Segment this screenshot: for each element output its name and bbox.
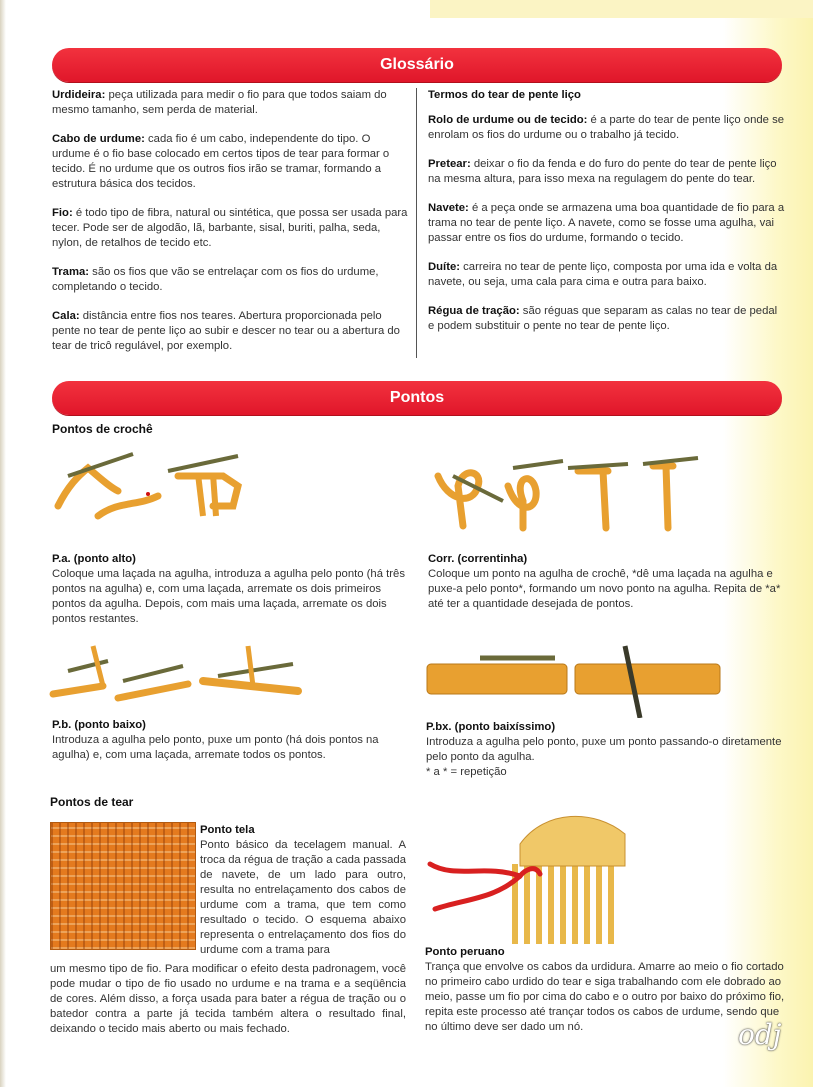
top-strip xyxy=(430,0,813,18)
glossary-left-column xyxy=(52,88,408,368)
glossary-entry: Navete: é a peça onde se armazena uma boa quantidade de fio para a trama no tear de pente liço. A navete, como se fosse uma agulha, vai passar entre os fios do urdume, formando o tecido. xyxy=(428,202,785,244)
ponto-alto-block xyxy=(52,552,408,627)
correntinha-block xyxy=(428,552,788,612)
glossary-title: Glossário xyxy=(380,56,454,73)
correntinha-illustration xyxy=(428,446,718,532)
ponto-baixo-title: P.b. (ponto baixo) xyxy=(52,719,146,731)
ponto-tela-text-part1: Ponto básico da tecelagem manual. A troca da régua de tração a cada passada de navete, de um lado para outro, resulta no entrelaçamento dos cabos de urdume com a trama, que tem como resultado o tecido. O esquema abaixo representa o entrelaçamento dos fios do urdume com a trama para xyxy=(200,839,406,956)
pontos-title: Pontos xyxy=(389,389,445,406)
glossary-entry: Rolo de urdume ou de tecido: é a parte do tear de pente liço onde se enrolam os fios do urdume ou o trabalho já tecido. xyxy=(428,114,785,141)
repetition-note: * a * = repetição xyxy=(426,766,507,778)
glossary-entry: Fio: é todo tipo de fibra, natural ou sintética, que possa ser usada para tecer. Pode ser de algodão, lã, barbante, sisal, buriti, palha, seda, nylon, de retalhos de tecido etc. xyxy=(52,207,408,249)
ponto-tela-continuation xyxy=(50,962,406,1037)
ponto-tela-weave-illustration xyxy=(50,822,196,950)
ponto-baixo-block xyxy=(52,718,408,763)
correntinha-text: Coloque um ponto na agulha de crochê, *dê uma laçada na agulha e puxe-a pelo ponto*, formando um novo ponto na agulha. Repita de *a* até ter a quantidade desejada de pontos. xyxy=(428,568,781,610)
glossary-entry: Pretear: deixar o fio da fenda e do furo do pente do tear de pente liço na mesma altura, para isso mexa na regulagem do pente do tear. xyxy=(428,158,777,185)
ponto-alto-title: P.a. (ponto alto) xyxy=(52,553,136,565)
glossary-entry: Urdideira: peça utilizada para medir o fio para que todos saiam do mesmo tamanho, sem perda de material. xyxy=(52,89,387,116)
watermark: odj xyxy=(738,1018,782,1051)
ponto-tela-text-part2: um mesmo tipo de fio. Para modificar o efeito desta padronagem, você pode mudar o tipo de fio usado no urdume e na trama e a seqüência de cores. Além disso, a força usada para bater a régua de tração ou o batedor contra a parte já tecida também altera o resultado final, deixando o tecido mais aberto ou mais fechado. xyxy=(50,963,406,1035)
glossary-entry: Trama: são os fios que vão se entrelaçar com os fios do urdume, completando o tecido. xyxy=(52,266,379,293)
glossary-right-column xyxy=(428,88,786,348)
glossary-entry: Régua de tração: são réguas que separam as calas no tear de pedal e podem substituir o pente no tear de pente liço. xyxy=(428,305,778,332)
ponto-baixo-text: Introduza a agulha pelo ponto, puxe um ponto (há dois pontos na agulha) e, com uma laçada, arremate todos os pontos. xyxy=(52,734,379,761)
ponto-baixissimo-illustration xyxy=(425,636,725,718)
ponto-peruano-text: Trança que envolve os cabos da urdidura. Amarre ao meio o fio cortado no primeiro cabo urdido do tear e siga trabalhando com ele dobrado ao meio, passe um fio por cima do cabo e o outro por baixo do próximo fio, repita este processo até trançar todos os cabos de urdume, sendo que no último deve ser dado um nó. xyxy=(425,961,785,1033)
glossary-entry: Cabo de urdume: cada fio é um cabo, independente do tipo. O urdume é o fio base colocado em certos tipos de tear para formar o tecido. É no urdume que os outros fios irão se tramar, formando a estrutura básica dos tecidos. xyxy=(52,133,390,190)
binding-shadow xyxy=(0,0,6,1087)
glossary-banner xyxy=(52,48,782,82)
croche-heading: Pontos de crochê xyxy=(52,422,153,436)
ponto-alto-illustration xyxy=(48,446,258,522)
ponto-peruano-title: Ponto peruano xyxy=(425,946,505,958)
ponto-tela-block xyxy=(200,823,406,958)
glossary-entry: Duíte: carreira no tear de pente liço, composta por uma ida e volta da navete, ou seja, uma cala para cima e outra para baixo. xyxy=(428,261,778,288)
ponto-alto-text: Coloque uma laçada na agulha, introduza a agulha pelo ponto (há três pontos na agulha) e, com uma laçada, arremate os dois primeiros pontos da agulha. Depois, com mais uma laçada, arremate os dois pontos restantes. xyxy=(52,568,405,625)
glossary-entry: Cala: distância entre fios nos teares. Abertura proporcionada pelo pente no tear de pente liço ao subir e descer no tear ou a abertura do tear de tricô regulável, por exemplo. xyxy=(52,310,400,352)
ponto-baixissimo-block xyxy=(426,720,788,780)
ponto-baixissimo-text: Introduza a agulha pelo ponto, puxe um ponto passando-o diretamente pelo ponto da agulha. xyxy=(426,736,782,763)
ponto-peruano-block xyxy=(425,945,787,1035)
pontos-banner xyxy=(52,381,782,415)
ponto-peruano-illustration xyxy=(425,804,630,946)
correntinha-title: Corr. (correntinha) xyxy=(428,553,528,565)
tear-heading: Pontos de tear xyxy=(50,795,134,809)
glossary-right-heading: Termos do tear de pente liço xyxy=(428,89,581,101)
ponto-baixissimo-title: P.bx. (ponto baixíssimo) xyxy=(426,721,556,733)
column-divider xyxy=(416,88,417,358)
ponto-tela-title: Ponto tela xyxy=(200,824,255,836)
ponto-baixo-illustration xyxy=(48,636,308,708)
